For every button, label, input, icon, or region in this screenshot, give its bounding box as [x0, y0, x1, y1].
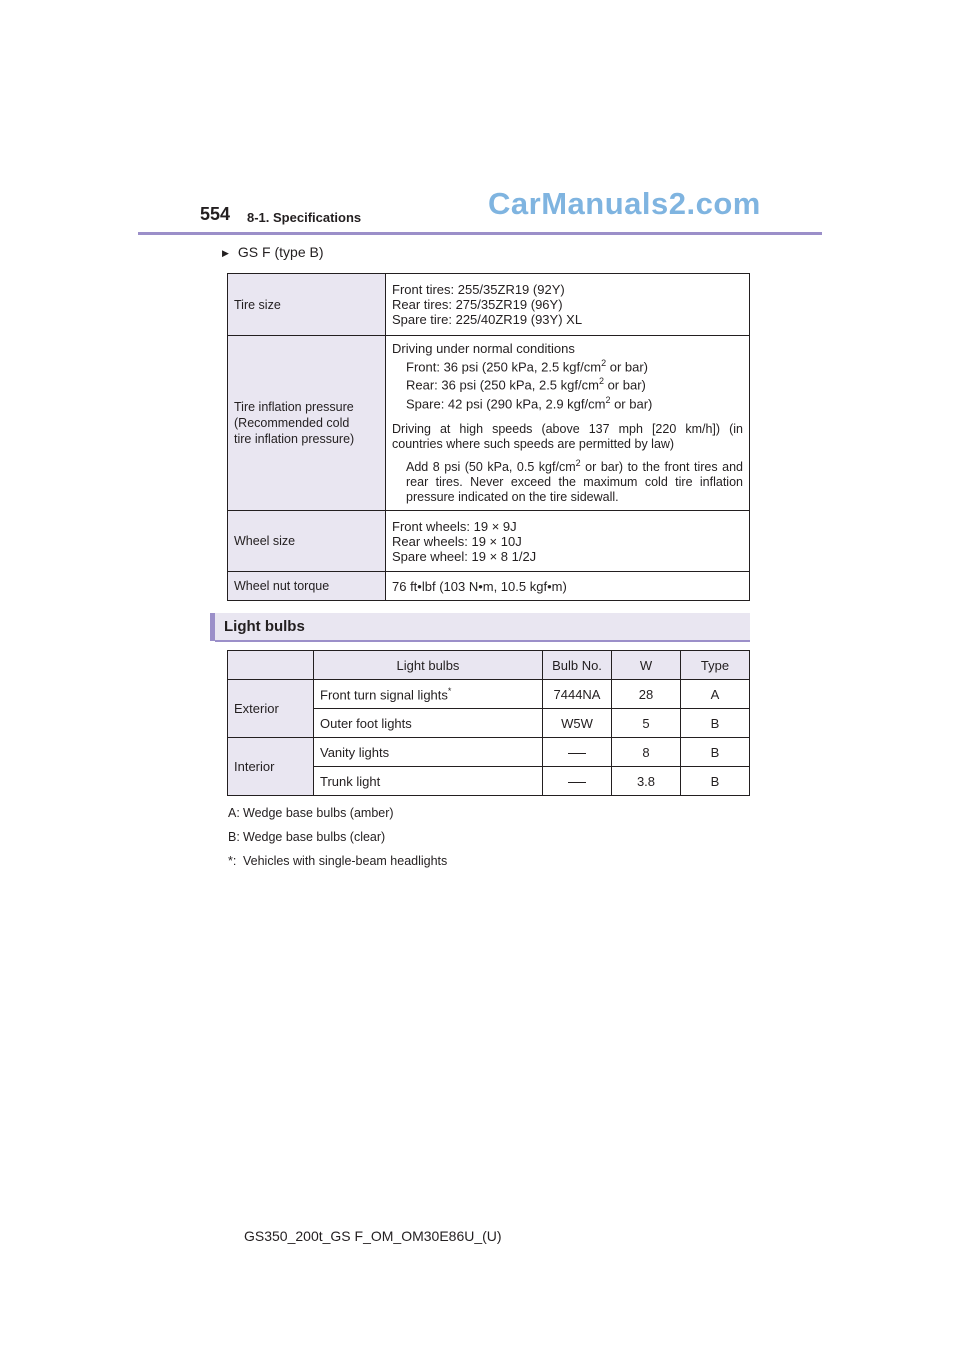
rear-pressure-text: Rear: 36 psi (250 kPa, 2.5 kgf/cm	[406, 377, 599, 393]
table-row	[228, 274, 750, 336]
nut-torque-value: 76 ft•lbf (103 N•m, 10.5 kgf•m)	[386, 572, 750, 601]
add-pressure-tail: or bar) to the front tires and rear tires. Never exceed the maximum cold tire inflation pressure indicated on the tire sidewall.	[406, 460, 743, 505]
header-rule	[138, 232, 822, 235]
wheel-size-line: Spare wheel: 19 × 8 1/2J	[392, 548, 537, 564]
footnote-mark: *	[447, 685, 452, 696]
bulb-number: W5W	[543, 709, 612, 738]
light-bulbs-heading	[210, 613, 750, 641]
normal-conditions: Driving under normal conditions	[392, 340, 575, 356]
bulb-name	[314, 680, 543, 709]
col-w: W	[612, 651, 681, 680]
legend-text: Vehicles with single-beam headlights	[243, 854, 448, 868]
legend-item	[228, 854, 447, 868]
pressure-value	[386, 336, 750, 511]
pressure-label-line: tire inflation pressure)	[234, 432, 355, 446]
col-bulb-no: Bulb No.	[543, 651, 612, 680]
table-row	[228, 738, 750, 767]
group-exterior: Exterior	[228, 680, 314, 738]
spare-pressure	[392, 393, 743, 411]
tire-size-line: Spare tire: 225/40ZR19 (93Y) XL	[392, 312, 583, 327]
superscript: 2	[598, 376, 604, 387]
unit-tail: or bar)	[606, 359, 649, 375]
table-row	[228, 336, 750, 511]
dash-mark	[568, 782, 586, 783]
tire-size-label: Tire size	[228, 274, 386, 336]
pressure-label	[228, 336, 386, 511]
document-code: GS350_200t_GS F_OM_OM30E86U_(U)	[244, 1228, 502, 1244]
bulb-number-dash	[543, 738, 612, 767]
sub-heading	[222, 244, 324, 260]
heading-underline	[215, 640, 750, 642]
bulb-type: A	[681, 680, 750, 709]
bulb-table	[227, 650, 750, 796]
triangle-bullet-icon: ▶	[222, 248, 229, 258]
unit-tail: or bar)	[610, 395, 653, 411]
superscript: 2	[601, 357, 607, 368]
rear-pressure	[392, 374, 743, 392]
legend-key: B:	[228, 830, 240, 844]
legend-text: Wedge base bulbs (amber)	[243, 806, 394, 820]
tire-size-line: Rear tires: 275/35ZR19 (96Y)	[392, 297, 563, 312]
bulb-watt: 3.8	[612, 767, 681, 796]
superscript: 2	[575, 457, 581, 468]
wheel-size-line: Rear wheels: 19 × 10J	[392, 533, 522, 549]
bulb-name-text: Front turn signal lights	[320, 687, 448, 703]
nut-torque-label: Wheel nut torque	[228, 572, 386, 601]
bulb-type: B	[681, 709, 750, 738]
dash-mark	[568, 753, 586, 754]
bulb-watt: 5	[612, 709, 681, 738]
table-row	[228, 572, 750, 601]
tire-size-value	[386, 274, 750, 336]
pressure-label-line: Tire inflation pressure	[234, 400, 354, 414]
wheel-size-label: Wheel size	[228, 511, 386, 572]
pressure-label-line: (Recommended cold	[234, 416, 350, 430]
tire-size-line: Front tires: 255/35ZR19 (92Y)	[392, 282, 565, 297]
bulb-name: Trunk light	[314, 767, 543, 796]
bulb-watt: 8	[612, 738, 681, 767]
bulb-name: Outer foot lights	[314, 709, 543, 738]
wheel-size-value	[386, 511, 750, 572]
table-header-row	[228, 651, 750, 680]
bulb-type: B	[681, 738, 750, 767]
sub-heading-text: GS F (type B)	[237, 244, 324, 260]
table-row	[228, 680, 750, 709]
table-row	[228, 511, 750, 572]
superscript: 2	[605, 394, 611, 405]
bulb-type: B	[681, 767, 750, 796]
bulb-name: Vanity lights	[314, 738, 543, 767]
bulb-watt: 28	[612, 680, 681, 709]
light-bulbs-heading-text: Light bulbs	[224, 618, 305, 635]
wheel-size-line: Front wheels: 19 × 9J	[392, 518, 517, 534]
group-interior: Interior	[228, 738, 314, 796]
col-type: Type	[681, 651, 750, 680]
legend-text: Wedge base bulbs (clear)	[243, 830, 386, 844]
add-pressure-note	[392, 456, 743, 505]
col-light-bulbs: Light bulbs	[314, 651, 543, 680]
tire-spec-table	[227, 273, 750, 601]
front-pressure	[392, 356, 743, 374]
legend-item	[228, 806, 394, 820]
legend-key: *:	[228, 854, 237, 868]
add-pressure-text: Add 8 psi (50 kPa, 0.5 kgf/cm	[406, 460, 576, 475]
spare-pressure-text: Spare: 42 psi (290 kPa, 2.9 kgf/cm	[406, 395, 606, 411]
section-title: 8-1. Specifications	[247, 210, 362, 225]
header-empty	[228, 651, 314, 680]
front-pressure-text: Front: 36 psi (250 kPa, 2.5 kgf/cm	[406, 359, 602, 375]
page-number: 554	[200, 204, 231, 224]
legend-item	[228, 830, 385, 844]
unit-tail: or bar)	[603, 377, 646, 393]
watermark-logo: CarManuals2.com	[488, 186, 761, 221]
legend-key: A:	[228, 806, 240, 820]
bulb-number: 7444NA	[543, 680, 612, 709]
bulb-number-dash	[543, 767, 612, 796]
high-speed-note: Driving at high speeds (above 137 mph [220 km/h]) (in countries where such speeds are permitted by law)	[392, 421, 743, 451]
